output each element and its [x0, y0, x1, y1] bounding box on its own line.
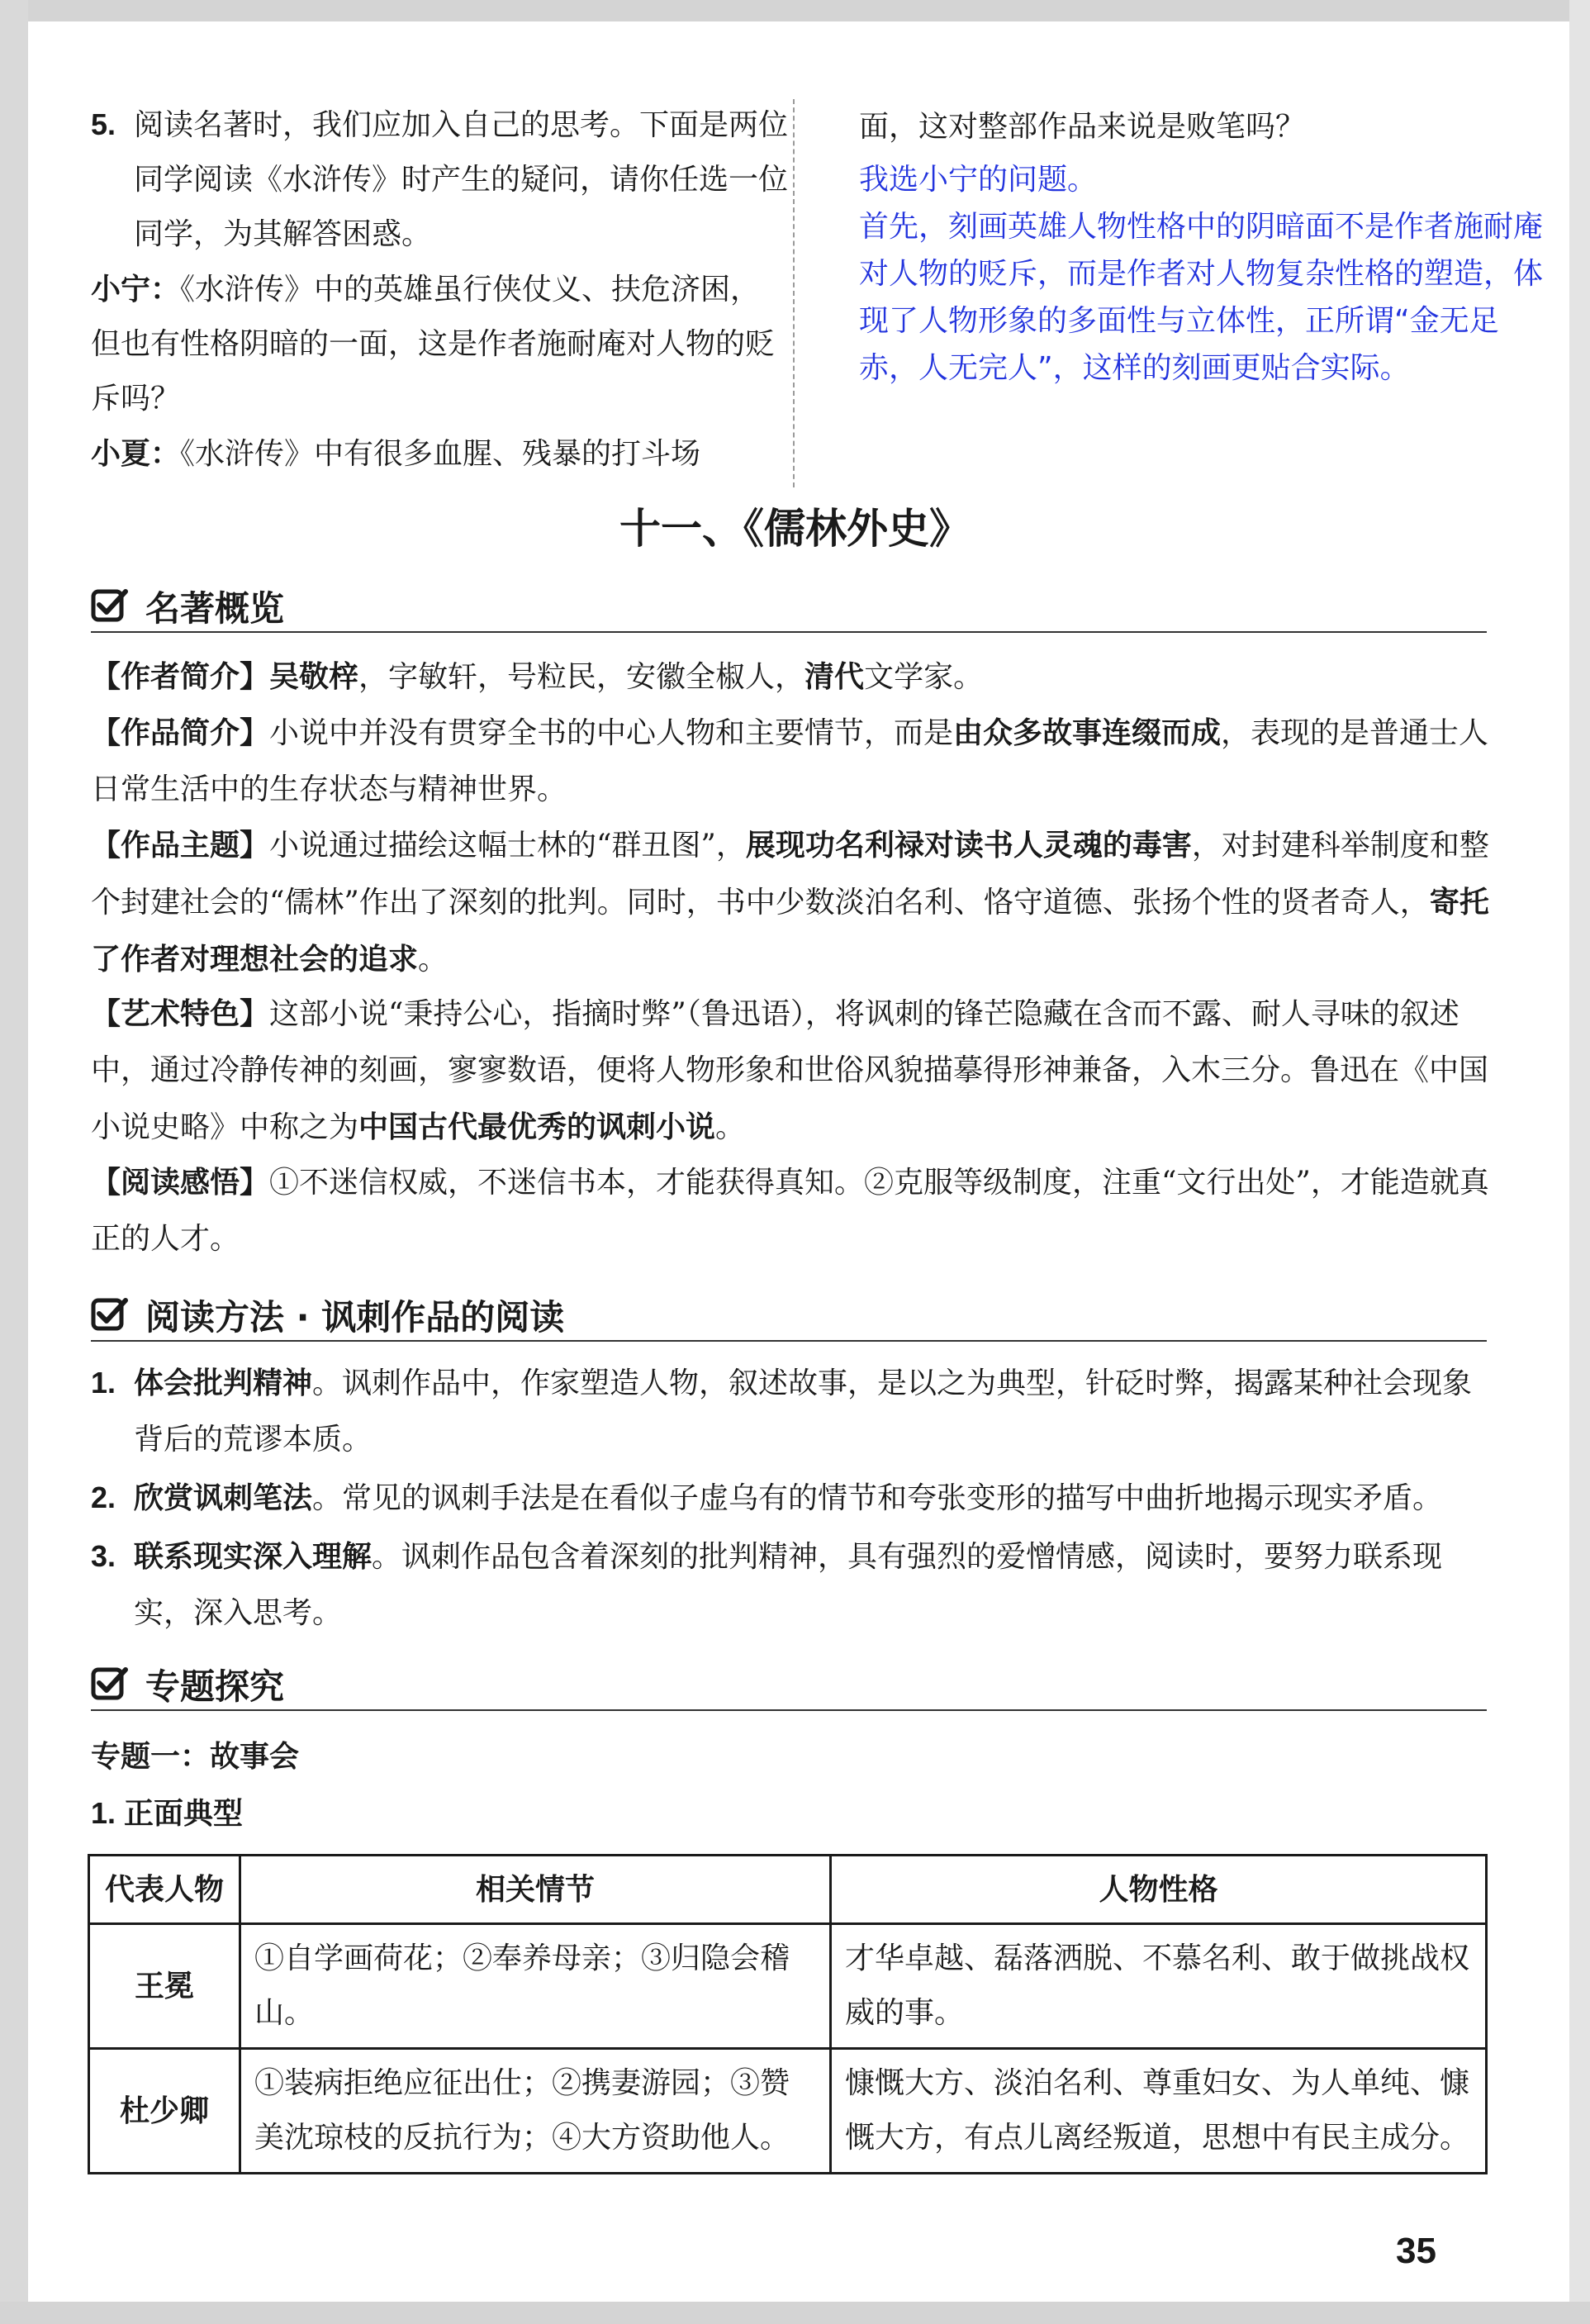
scan-edge-right — [1569, 0, 1590, 2324]
handwritten-answer-body: 首先，刻画英雄人物性格中的阴暗面不是作者施耐庵对人物的贬斥，而是作者对人物复杂性格的塑造，体现了人物形象的多面性与立体性，正所谓“金无足赤，人无完人”，这样的刻画更贴合实际。 — [859, 210, 1544, 385]
reading-insight: 【阅读感悟】①不迷信权威，不迷信书本，才能获得真知。②克服等级制度，注重“文行出处”，才能造就真正的人才。 — [91, 1165, 1489, 1256]
scan-edge-bottom — [0, 2302, 1590, 2324]
chapter-title: 十一、《儒林外史》 — [619, 505, 971, 553]
work-intro: 【作品简介】小说中并没有贯穿全书的中心人物和主要情节，而是由众多故事连缀而成，表现的是普通士人日常生活中的生存状态与精神世界。 — [91, 715, 1489, 806]
author-intro: 【作者简介】吴敬梓，字敏轩，号粒民，安徽全椒人，清代文学家。 — [91, 659, 984, 694]
xiaoxia-question: 小夏：《水浒传》中有很多血腥、残暴的打斗场 — [91, 436, 701, 471]
table-cell: ①装病拒绝应征出仕；②携妻游园；③赞美沈琼枝的反抗行为；④大方资助他人。 — [240, 2049, 831, 2174]
xiaoxia-question-continued: 面，这对整部作品来说是败笔吗？ — [859, 110, 1306, 144]
method-item: 3. 联系现实深入理解。讽刺作品包含着深刻的批判精神，具有强烈的爱憎情感，阅读时，要努力联系现实，深入思考。 — [91, 1539, 1443, 1630]
section-header-method — [91, 1287, 1487, 1342]
table-row — [89, 1924, 1487, 2049]
method-list — [91, 1355, 1495, 1643]
xiaoning-question: 小宁：《水浒传》中的英雄虽行侠仗义、扶危济困，但也有性格阴暗的一面，这是作者施耐庵对人物的贬斥吗？ — [91, 272, 776, 416]
scan-edge-top — [0, 0, 1590, 21]
table-header: 人物性格 — [831, 1856, 1487, 1924]
method-item: 1. 体会批判精神。讽刺作品中，作家塑造人物，叙述故事，是以之为典型，针砭时弊，揭露某种社会现象背后的荒谬本质。 — [91, 1366, 1473, 1457]
method-item: 2. 欣赏讽刺笔法。常见的讽刺手法是在看似子虚乌有的情节和夸张变形的描写中曲折地揭示现实矛盾。 — [91, 1480, 1443, 1515]
positive-characters-table — [88, 1854, 1488, 2174]
work-theme: 【作品主题】小说通过描绘这幅士林的“群丑图”，展现功名利禄对读书人灵魂的毒害，对封建科举制度和整个封建社会的“儒林”作出了深刻的批判。同时，书中少数淡泊名利、恪守道德、张扬个性的贤者奇人，寄托了作者对理想社会的追求。 — [91, 828, 1489, 977]
checkbox-checked-icon — [91, 1295, 129, 1333]
checkbox-checked-icon — [91, 1665, 129, 1703]
table-cell: 杜少卿 — [89, 2049, 240, 2174]
checkbox-checked-icon — [91, 587, 129, 625]
table-cell: ①自学画荷花；②奉养母亲；③归隐会稽山。 — [240, 1924, 831, 2049]
topic-sub-heading: 1. 正面典型 — [91, 1796, 244, 1830]
table-row — [89, 2049, 1487, 2174]
question-5 — [91, 97, 789, 482]
section-header-topic — [91, 1656, 1487, 1711]
topic-subtitle: 专题一：故事会 — [91, 1739, 300, 1773]
section-title: 专题探究 — [145, 1666, 285, 1707]
column-divider — [793, 99, 795, 487]
question-number: 5. — [91, 107, 116, 141]
art-features: 【艺术特色】这部小说“秉持公心，指摘时弊”（鲁迅语），将讽刺的锋芒隐藏在含而不露、耐人寻味的叙述中，通过冷静传神的刻画，寥寥数语，便将人物形象和世俗风貌描摹得形神兼备，入木三分。鲁迅在《中国小说史略》中称之为中国古代最优秀的讽刺小说。 — [91, 996, 1489, 1144]
table-header-row — [89, 1856, 1487, 1924]
table-cell: 慷慨大方、淡泊名利、尊重妇女、为人单纯、慷慨大方，有点儿离经叛道，思想中有民主成分。 — [831, 2049, 1487, 2174]
table-cell: 王冕 — [89, 1924, 240, 2049]
question-5-right-column — [859, 103, 1553, 392]
section-header-overview — [91, 578, 1487, 633]
page-number: 35 — [1396, 2231, 1436, 2271]
handwritten-answer-line1: 我选小宁的问题。 — [859, 163, 1098, 197]
table-header: 相关情节 — [240, 1856, 831, 1924]
section-title: 阅读方法 · 讽刺作品的阅读 — [145, 1297, 565, 1338]
section-title: 名著概览 — [145, 588, 285, 629]
table-header: 代表人物 — [89, 1856, 240, 1924]
table-cell: 才华卓越、磊落洒脱、不慕名利、敢于做挑战权威的事。 — [831, 1924, 1487, 2049]
scan-edge-left — [0, 0, 28, 2324]
question-5-prompt: 5. 阅读名著时，我们应加入自己的思考。下面是两位同学阅读《水浒传》时产生的疑问，请你任选一位同学，为其解答困惑。 — [91, 97, 789, 262]
